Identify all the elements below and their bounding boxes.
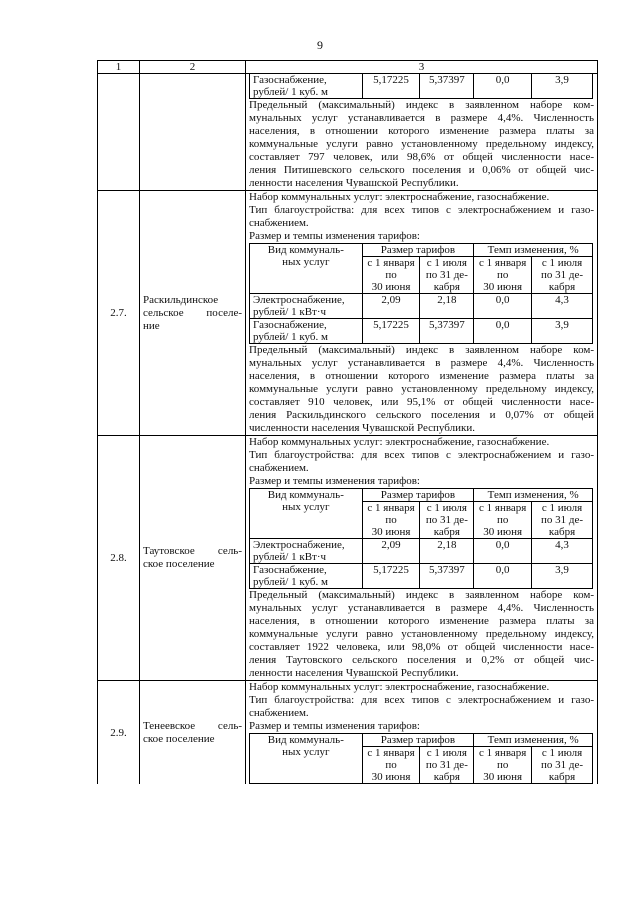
service-label: Газоснабжение,	[253, 74, 327, 86]
size-header: Размер тарифов	[362, 489, 474, 502]
rate-jul: 3,9	[532, 319, 593, 344]
tariff-jul: 2,18	[420, 539, 474, 564]
period-jul: с 1 июля по 31 де- кабря	[532, 502, 593, 539]
row-number: 2.7.	[98, 191, 140, 436]
table-row	[98, 191, 598, 436]
services-intro: Набор коммунальных услуг: электроснабжение, газоснабжение. Тип благоустройства: для всех типов с электроснабжением и газо- снабжением. Размер и темпы изменения тарифов:	[249, 436, 594, 487]
row-content	[246, 681, 598, 785]
table-row	[98, 681, 598, 785]
header-col2: 2	[140, 61, 246, 74]
period-jan: с 1 января по 30 июня	[474, 257, 532, 294]
tariff-jan: 5,17225	[362, 319, 420, 344]
size-header: Размер тарифов	[362, 734, 474, 747]
period-jan: с 1 января по 30 июня	[474, 747, 532, 784]
settlement-name: Тенеевское сель- ское поселение	[140, 681, 246, 785]
kind-header: Вид коммуналь- ных услуг	[250, 244, 363, 294]
limit-index-text: Предельный (максимальный) индекс в заявленном наборе ком- мунальных услуг устанавливается в размере 4,4%. Численность населения, в отношении которого изменение размера платы за коммунальные услуги равно установленному предельному индексу, составляет 797 человек, или 98,6% от общей численности насе- ления Питишевского сельского поселения и 0,06% от общей чис- ленности населения Чувашской Республики.	[249, 99, 594, 189]
size-header: Размер тарифов	[362, 244, 474, 257]
tariff-jul: 5,37397	[420, 564, 474, 589]
row-number: 2.9.	[98, 681, 140, 785]
table-row	[98, 74, 598, 191]
header-col3: 3	[246, 61, 598, 74]
rate-jul: 3,9	[532, 564, 593, 589]
period-jan: с 1 января по 30 июня	[362, 747, 420, 784]
tariff-jan: 5,17225	[362, 564, 420, 589]
rate-jan: 0,0	[474, 294, 532, 319]
row-content	[246, 191, 598, 436]
period-jan: с 1 января по 30 июня	[474, 502, 532, 539]
limit-index-text: Предельный (максимальный) индекс в заявленном наборе ком- мунальных услуг устанавливается в размере 4,4%. Численность населения, в отношении которого изменение размера платы за коммунальные услуги равно установленному предельному индексу, составляет 1922 человека, или 98,0% от общей численности насе- ления Таутовского сельского поселения и 0,2% от общей чис- ленности населения Чувашской Республики.	[249, 589, 594, 679]
limit-index-text: Предельный (максимальный) индекс в заявленном наборе ком- мунальных услуг устанавливается в размере 4,4%. Численность населения, в отношении которого изменение размера платы за коммунальные услуги равно установленному предельному индексу, составляет 910 человек, или 95,1% от общей численности насе- ления Раскильдинского сельского поселения и 0,07% от общей численности населения Чувашской Республики.	[249, 344, 594, 434]
row-content	[246, 436, 598, 681]
tariff-jan: 2,09	[362, 539, 420, 564]
rate-jan: 0,0	[474, 539, 532, 564]
rate-jul: 3,9	[532, 74, 593, 99]
tariff-jul: 5,37397	[420, 74, 474, 99]
inner-tariff-table	[249, 243, 593, 344]
period-jul: с 1 июля по 31 де- кабря	[420, 502, 474, 539]
period-jul: с 1 июля по 31 де- кабря	[420, 257, 474, 294]
period-jul: с 1 июля по 31 де- кабря	[532, 747, 593, 784]
period-jan: с 1 января по 30 июня	[362, 502, 420, 539]
header-row	[98, 61, 598, 74]
page-number: 9	[317, 38, 323, 52]
electric-row: Электроснабжение, рублей/ 1 кВт·ч 2,09 2,18 0,0 4,3	[250, 539, 593, 564]
rate-jan: 0,0	[474, 564, 532, 589]
gas-row: Газоснабжение, рублей/ 1 куб. м 5,17225 5,37397 0,0 3,9	[250, 319, 593, 344]
services-intro: Набор коммунальных услуг: электроснабжение, газоснабжение. Тип благоустройства: для всех типов с электроснабжением и газо- снабжением. Размер и темпы изменения тарифов:	[249, 191, 594, 242]
rate-jan: 0,0	[474, 319, 532, 344]
settlement-name: Раскильдинское сельское поселе- ние	[140, 191, 246, 436]
rate-jul: 4,3	[532, 539, 593, 564]
services-intro: Набор коммунальных услуг: электроснабжение, газоснабжение. Тип благоустройства: для всех типов с электроснабжением и газо- снабжением. Размер и темпы изменения тарифов:	[249, 681, 594, 732]
row-content	[246, 74, 598, 191]
period-jul: с 1 июля по 31 де- кабря	[420, 747, 474, 784]
gas-row	[250, 74, 593, 99]
service-unit: рублей/ 1 куб. м	[253, 86, 328, 98]
table-row	[98, 436, 598, 681]
rate-jul: 4,3	[532, 294, 593, 319]
period-jan: с 1 января по 30 июня	[362, 257, 420, 294]
tariff-jul: 2,18	[420, 294, 474, 319]
rate-jan: 0,0	[474, 74, 532, 99]
inner-tariff-table	[249, 74, 593, 99]
tariff-table	[97, 60, 598, 784]
tariff-jul: 5,37397	[420, 319, 474, 344]
tariff-jan: 5,17225	[362, 74, 420, 99]
row-number: 2.8.	[98, 436, 140, 681]
rate-header: Темп изменения, %	[474, 489, 593, 502]
gas-row: Газоснабжение, рублей/ 1 куб. м 5,17225 5,37397 0,0 3,9	[250, 564, 593, 589]
kind-header: Вид коммуналь- ных услуг	[250, 489, 363, 539]
electric-row: Электроснабжение, рублей/ 1 кВт·ч 2,09 2,18 0,0 4,3	[250, 294, 593, 319]
settlement-name: Таутовское сель- ское поселение	[140, 436, 246, 681]
inner-tariff-table	[249, 733, 593, 784]
rate-header: Темп изменения, %	[474, 734, 593, 747]
tariff-jan: 2,09	[362, 294, 420, 319]
rate-header: Темп изменения, %	[474, 244, 593, 257]
inner-tariff-table	[249, 488, 593, 589]
header-col1: 1	[98, 61, 140, 74]
period-jul: с 1 июля по 31 де- кабря	[532, 257, 593, 294]
kind-header: Вид коммуналь- ных услуг	[250, 734, 363, 784]
